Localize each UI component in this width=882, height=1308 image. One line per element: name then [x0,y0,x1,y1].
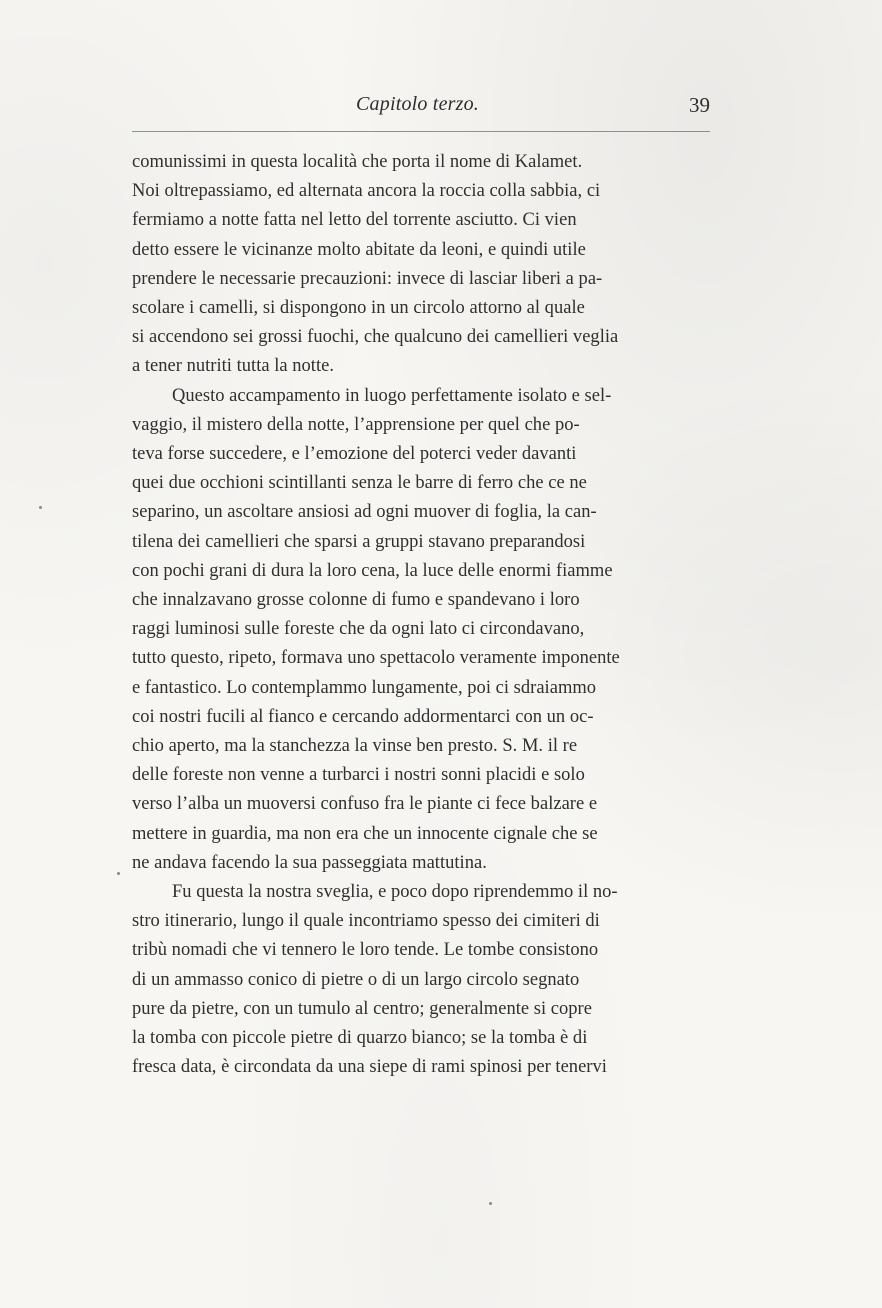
text-line: raggi luminosi sulle foreste che da ogni lato ci circondavano, [132,619,585,640]
text-line: che innalzavano grosse colonne di fumo e spandevano i loro [132,590,580,611]
text-line: di un ammasso conico di pietre o di un largo circolo segnato [132,969,580,990]
chapter-running-title: Capitolo terzo. [356,93,480,115]
text-line: tribù nomadi che vi tennero le loro tende. Le tombe consistono [132,940,599,961]
text-line: tutto questo, ripeto, formava uno spettacolo veramente imponente [132,648,620,669]
paragraph-2 [132,382,710,878]
text-line: si accendono sei grossi fuochi, che qualcuno dei camellieri veglia [132,327,619,348]
text-line: delle foreste non venne a turbarci i nostri sonni placidi e solo [132,765,585,786]
text-line: Questo accampamento in luogo perfettamente isolato e sel- [172,385,612,406]
text-line: pure da pietre, con un tumulo al centro; generalmente si copre [132,998,592,1019]
text-line: teva forse succedere, e l’emozione del poterci veder davanti [132,444,577,465]
text-line: scolare i camelli, si dispongono in un circolo attorno al quale [132,298,585,319]
text-line: quei due occhioni scintillanti senza le barre di ferro che ce ne [132,473,587,494]
text-line: coi nostri fucili al fianco e cercando addormentarci con un oc- [132,706,594,727]
text-line: con pochi grani di dura la loro cena, la luce delle enormi fiamme [132,560,613,581]
text-line: a tener nutriti tutta la notte. [132,356,334,377]
text-line: comunissimi in questa località che porta il nome di Kalamet. [132,152,583,172]
paragraph-3 [132,878,710,1082]
scan-speck [489,1202,492,1205]
text-line: la tomba con piccole pietre di quarzo bianco; se la tomba è di [132,1028,588,1049]
header-rule [132,131,710,132]
text-line: Fu questa la nostra sveglia, e poco dopo riprendemmo il no- [172,882,618,903]
text-line: vaggio, il mistero della notte, l’apprensione per quel che po- [132,414,580,435]
text-line: Noi oltrepassiamo, ed alternata ancora la roccia colla sabbia, ci [132,181,601,202]
text-line: detto essere le vicinanze molto abitate da leoni, e quindi utile [132,239,586,260]
text-line: separino, un ascoltare ansiosi ad ogni muover di foglia, la can- [132,502,597,523]
text-line: chio aperto, ma la stanchezza la vinse ben presto. S. M. il re [132,736,578,757]
text-line: verso l’alba un muoversi confuso fra le piante ci fece balzare e [132,794,598,815]
paragraph-1 [132,148,710,382]
scan-speck [117,872,120,875]
text-line: ne andava facendo la sua passeggiata mattutina. [132,852,487,873]
text-line: mettere in guardia, ma non era che un innocente cignale che se [132,823,598,844]
text-line: stro itinerario, lungo il quale incontriamo spesso dei cimiteri di [132,911,600,932]
page-number: 39 [689,93,710,117]
book-body-text [132,148,710,1083]
scan-speck [39,506,42,509]
text-line: tilena dei camellieri che sparsi a gruppi stavano preparandosi [132,531,586,552]
text-line: prendere le necessarie precauzioni: invece di lasciar liberi a pa- [132,268,603,289]
text-line: fermiamo a notte fatta nel letto del torrente asciutto. Ci vien [132,210,577,231]
text-line: fresca data, è circondata da una siepe di rami spinosi per tenervi [132,1057,607,1078]
running-header [132,93,710,125]
text-line: e fantastico. Lo contemplammo lungamente, poi ci sdraiammo [132,677,597,698]
